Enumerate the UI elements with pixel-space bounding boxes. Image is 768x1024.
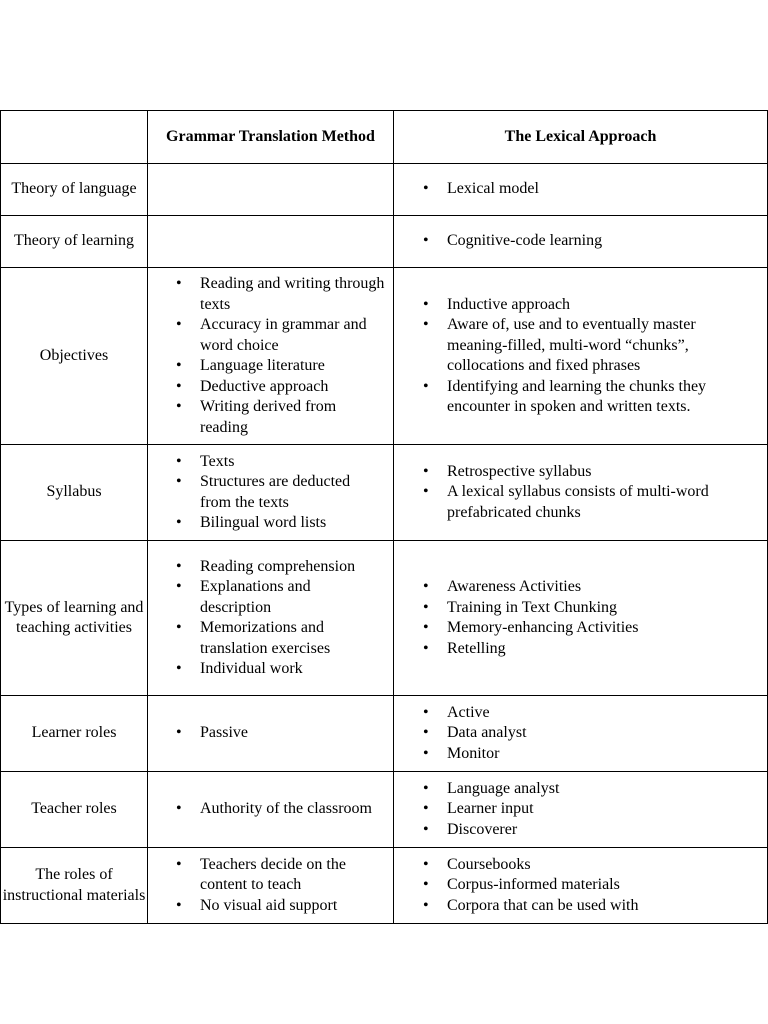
header-row [1,111,768,164]
table-row [1,848,768,924]
list-item: • Memorizations and translation exercises [200,618,385,659]
list-item: • Accuracy in grammar and word choice [200,315,385,356]
list-item: • Coursebooks [447,855,759,876]
header-grammar-translation: Grammar Translation Method [148,111,394,164]
list-item: • Passive [200,723,385,744]
list-item: • Corpora that can be used with [447,896,759,917]
lexical-approach-cell [394,164,768,216]
grammar-translation-cell [148,848,394,924]
lexical-approach-cell [394,216,768,268]
list-item: • Active [447,703,759,724]
header-lexical-approach: The Lexical Approach [394,111,768,164]
list-item: • Teachers decide on the content to teach [200,855,385,896]
row-label: Teacher roles [1,772,148,848]
table-row [1,445,768,541]
list-item: • Retelling [447,639,759,660]
row-label: Learner roles [1,696,148,772]
table-row [1,268,768,445]
list-item: • Corpus-informed materials [447,875,759,896]
list-item: • Identifying and learning the chunks they encounter in spoken and written texts. [447,377,759,418]
list-item: • Discoverer [447,820,759,841]
list-item: • Reading comprehension [200,557,385,578]
bullet-list [148,723,393,744]
bullet-list [148,855,393,917]
table-row [1,164,768,216]
table-row [1,772,768,848]
grammar-translation-cell [148,445,394,541]
row-label: Objectives [1,268,148,445]
row-label: Types of learning and teaching activities [1,541,148,696]
list-item: • Aware of, use and to eventually master meaning-filled, multi-word “chunks”, collocations and fixed phrases [447,315,759,377]
list-item: • Learner input [447,799,759,820]
list-item: • A lexical syllabus consists of multi-word prefabricated chunks [447,482,759,523]
row-label: Syllabus [1,445,148,541]
list-item: • Retrospective syllabus [447,462,759,483]
table-row [1,216,768,268]
bullet-list [148,452,393,534]
row-label: The roles of instructional materials [1,848,148,924]
list-item: • Bilingual word lists [200,513,385,534]
table-body [1,164,768,924]
row-label: Theory of language [1,164,148,216]
lexical-approach-cell [394,445,768,541]
list-item: • Texts [200,452,385,473]
comparison-table [0,110,768,924]
lexical-approach-cell [394,541,768,696]
list-item: • Language analyst [447,779,759,800]
list-item: • Language literature [200,356,385,377]
list-item: • Lexical model [447,179,759,200]
grammar-translation-cell [148,696,394,772]
bullet-list [394,179,767,200]
list-item: • Explanations and description [200,577,385,618]
bullet-list [394,295,767,418]
grammar-translation-cell [148,772,394,848]
bullet-list [394,855,767,917]
grammar-translation-cell [148,541,394,696]
bullet-list [394,703,767,765]
bullet-list [148,557,393,680]
list-item: • Cognitive-code learning [447,231,759,252]
grammar-translation-cell [148,268,394,445]
bullet-list [394,231,767,252]
list-item: • Writing derived from reading [200,397,385,438]
grammar-translation-cell [148,164,394,216]
list-item: • Individual work [200,659,385,680]
table-row [1,541,768,696]
list-item: • Structures are deducted from the texts [200,472,385,513]
list-item: • Memory-enhancing Activities [447,618,759,639]
list-item: • Awareness Activities [447,577,759,598]
list-item: • Reading and writing through texts [200,274,385,315]
table-row [1,696,768,772]
bullet-list [148,799,393,820]
header-blank [1,111,148,164]
bullet-list [394,462,767,524]
grammar-translation-cell [148,216,394,268]
list-item: • Authority of the classroom [200,799,385,820]
list-item: • No visual aid support [200,896,385,917]
lexical-approach-cell [394,268,768,445]
bullet-list [148,274,393,438]
bullet-list [394,577,767,659]
list-item: • Inductive approach [447,295,759,316]
list-item: • Deductive approach [200,377,385,398]
bullet-list [394,779,767,841]
lexical-approach-cell [394,772,768,848]
lexical-approach-cell [394,848,768,924]
list-item: • Data analyst [447,723,759,744]
lexical-approach-cell [394,696,768,772]
list-item: • Monitor [447,744,759,765]
list-item: • Training in Text Chunking [447,598,759,619]
row-label: Theory of learning [1,216,148,268]
